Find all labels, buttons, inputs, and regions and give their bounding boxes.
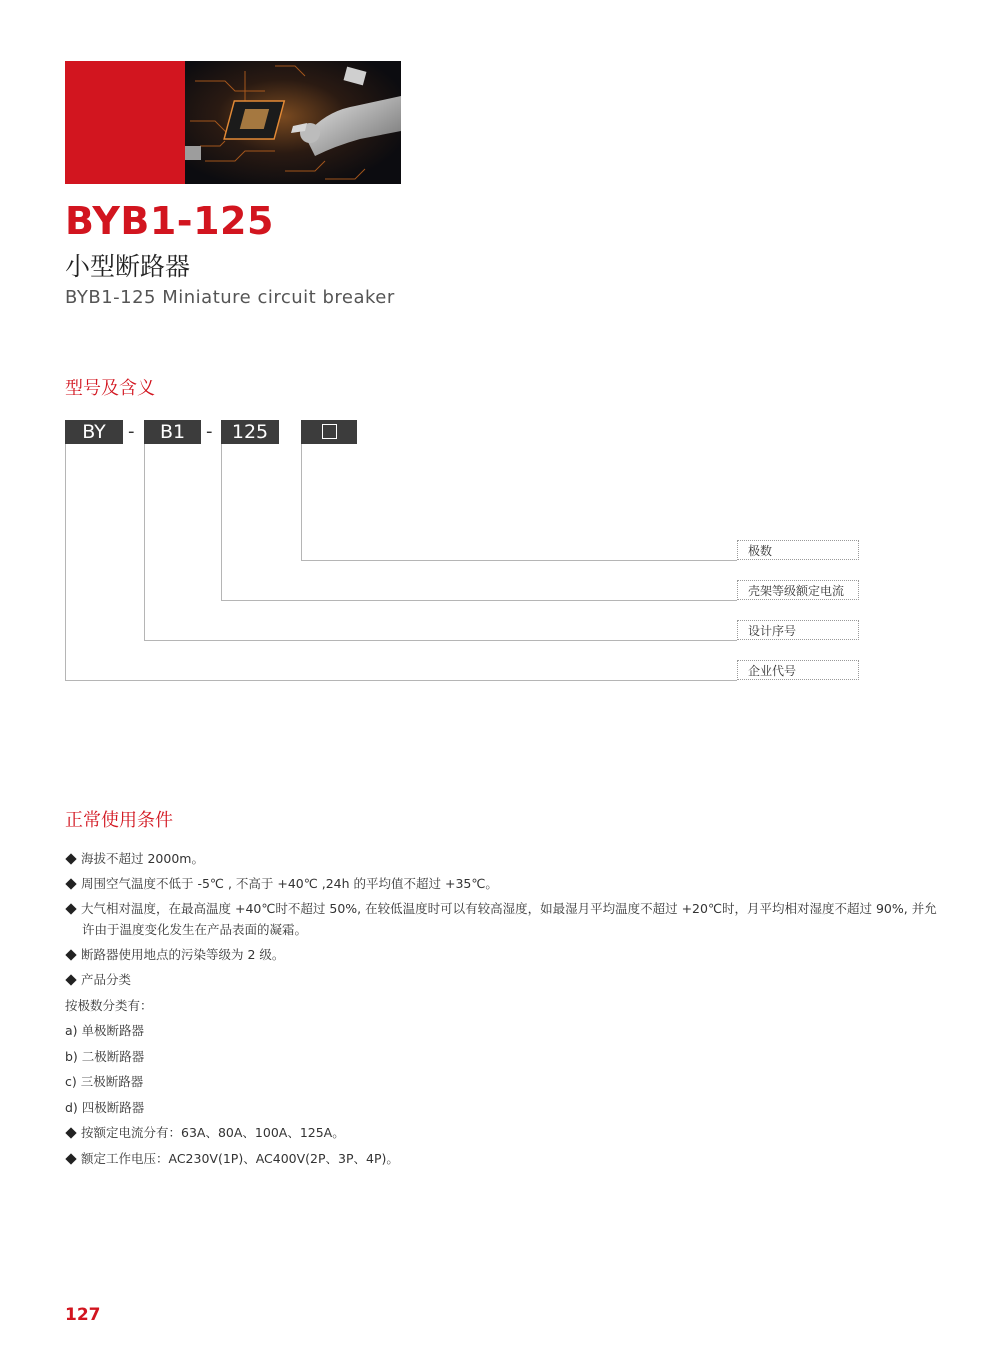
connector-poles-horizontal bbox=[301, 560, 737, 561]
condition-item: 周围空气温度不低于 -5℃ , 不高于 +40℃ ,24h 的平均值不超过 +35℃。 bbox=[65, 873, 945, 894]
condition-item: a) 单极断路器 bbox=[65, 1023, 145, 1038]
condition-item: b) 二极断路器 bbox=[65, 1049, 145, 1064]
diamond-bullet-icon bbox=[65, 1127, 76, 1138]
condition-item: 额定工作电压：AC230V(1P)、AC400V(2P、3P、4P)。 bbox=[65, 1148, 945, 1169]
banner-red-block bbox=[65, 61, 185, 184]
code-box-company: BY bbox=[65, 420, 123, 444]
placeholder-square-icon bbox=[322, 424, 337, 439]
code-separator: - bbox=[206, 421, 213, 442]
code-box-current: 125 bbox=[221, 420, 279, 444]
diamond-bullet-icon bbox=[65, 853, 76, 864]
diamond-bullet-icon bbox=[65, 949, 76, 960]
connector-design-horizontal bbox=[144, 640, 737, 641]
code-box-poles bbox=[301, 420, 357, 444]
label-design-serial: 设计序号 bbox=[737, 620, 859, 640]
model-section-heading: 型号及含义 bbox=[65, 378, 155, 399]
diamond-bullet-icon bbox=[65, 903, 76, 914]
condition-item: 断路器使用地点的污染等级为 2 级。 bbox=[65, 944, 945, 965]
condition-item: d) 四极断路器 bbox=[65, 1100, 145, 1115]
label-poles: 极数 bbox=[737, 540, 859, 560]
connector-company-horizontal bbox=[65, 680, 737, 681]
page-number: 127 bbox=[65, 1305, 101, 1325]
diamond-bullet-icon bbox=[65, 878, 76, 889]
connector-poles-vertical bbox=[301, 444, 302, 560]
label-frame-current: 壳架等级额定电流 bbox=[737, 580, 859, 600]
banner-image bbox=[185, 61, 401, 184]
condition-item: 按极数分类有： bbox=[65, 998, 153, 1013]
conditions-section-heading: 正常使用条件 bbox=[65, 810, 173, 831]
product-title: BYB1-125 bbox=[65, 199, 274, 243]
condition-item: c) 三极断路器 bbox=[65, 1074, 144, 1089]
condition-item: 海拔不超过 2000m。 bbox=[65, 848, 945, 869]
diamond-bullet-icon bbox=[65, 1153, 76, 1164]
code-separator: - bbox=[128, 421, 135, 442]
product-subtitle-en: BYB1-125 Miniature circuit breaker bbox=[65, 287, 395, 308]
label-company-code: 企业代号 bbox=[737, 660, 859, 680]
header-banner bbox=[65, 61, 401, 184]
code-box-design: B1 bbox=[144, 420, 201, 444]
condition-item: 大气相对温度，在最高温度 +40℃时不超过 50%, 在较低温度时可以有较高湿度，如最湿月平均温度不超过 +20℃时，月平均相对湿度不超过 90%, 并允 许由于温度变化发生在产品表面的凝霜。 bbox=[65, 898, 945, 940]
condition-item: 按额定电流分有：63A、80A、100A、125A。 bbox=[65, 1122, 945, 1143]
connector-design-vertical bbox=[144, 444, 145, 640]
connector-current-horizontal bbox=[221, 600, 737, 601]
diamond-bullet-icon bbox=[65, 974, 76, 985]
connector-company-vertical bbox=[65, 444, 66, 680]
condition-item: 产品分类 bbox=[65, 969, 945, 990]
connector-current-vertical bbox=[221, 444, 222, 600]
product-subtitle-cn: 小型断路器 bbox=[65, 252, 191, 281]
